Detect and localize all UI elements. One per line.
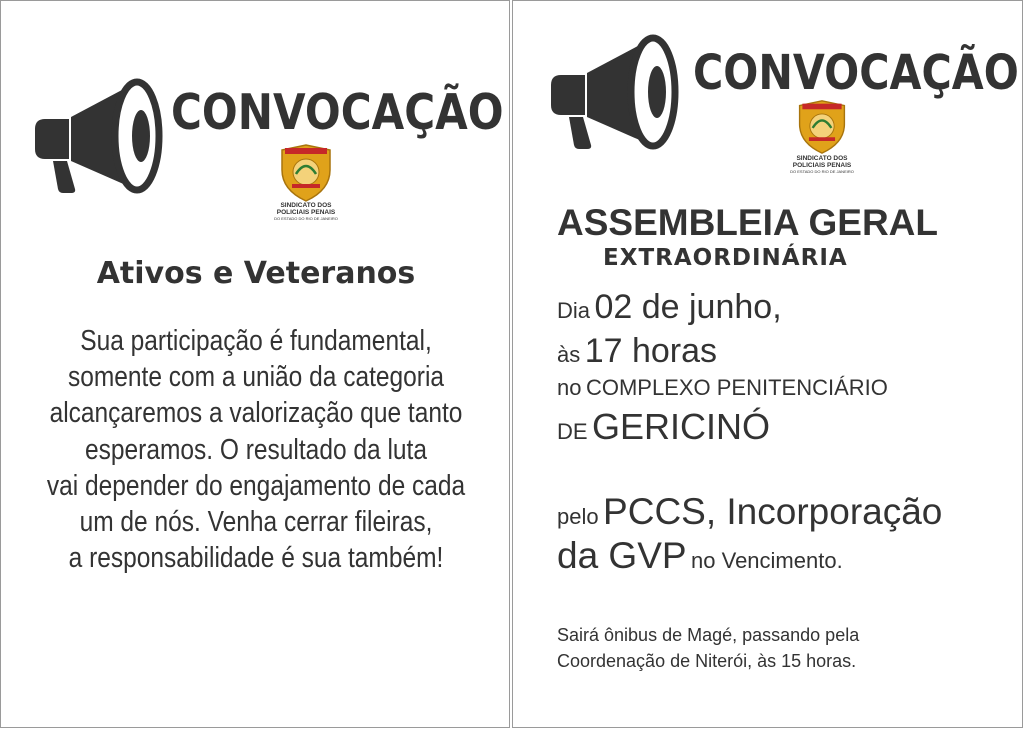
place-line-1: [557, 371, 888, 408]
time-value: 17 horas: [584, 332, 718, 370]
flyer-assembleia-geral: [512, 0, 1023, 728]
date-line: [557, 287, 782, 334]
badge-shield-icon: [794, 99, 850, 155]
megaphone-icon: [551, 33, 679, 151]
logo-name-line3: DO ESTADO DO RIO DE JANEIRO: [790, 169, 854, 174]
date-value: 02 de junho,: [594, 288, 782, 326]
agenda-item-1: PCCS, Incorporação: [603, 491, 943, 532]
bus-info-line-1: Sairá ônibus de Magé, passando pela: [557, 625, 860, 645]
place-line-2: [557, 405, 770, 457]
assembleia-heading: ASSEMBLEIA GERAL: [557, 202, 938, 243]
convocacao-title: CONVOCAÇÃO: [693, 45, 1019, 101]
extraordinaria-subheading: EXTRAORDINÁRIA: [603, 245, 848, 271]
union-logo: [271, 144, 341, 221]
body-line: Sua participação é fundamental,: [80, 325, 432, 357]
body-line: um de nós. Venha cerrar fileiras,: [79, 506, 433, 539]
place-name-2: GERICINÓ: [592, 406, 771, 447]
time-prefix: às: [557, 342, 581, 367]
place-prefix: no: [557, 375, 582, 400]
megaphone-icon: [35, 77, 163, 195]
union-logo: [789, 99, 855, 174]
body-line: a responsabilidade é sua também!: [68, 542, 444, 575]
body-line: alcançaremos a valorização que tanto: [49, 397, 463, 430]
agenda-item-2: da GVP: [557, 535, 687, 576]
logo-name-line3: DO ESTADO DO RIO DE JANEIRO: [274, 216, 338, 221]
body-line: esperamos. O resultado da luta: [85, 433, 427, 466]
subtitle-ativos-veteranos: Ativos e Veteranos: [96, 256, 416, 291]
flyer-ativos-veteranos: [0, 0, 510, 728]
logo-name-line2: POLICIAIS PENAIS: [276, 209, 336, 216]
agenda-prefix: pelo: [557, 504, 599, 529]
convocacao-title: CONVOCAÇÃO: [171, 84, 504, 141]
logo-name-line2: POLICIAIS PENAIS: [792, 162, 852, 169]
body-line: somente com a união da categoria: [67, 361, 445, 394]
bus-info-line-2: Coordenação de Niterói, às 15 horas.: [557, 651, 857, 671]
place-name-1: COMPLEXO PENITENCIÁRIO: [585, 375, 888, 400]
place-prefix-2: DE: [557, 419, 588, 444]
left-body-paragraph: [37, 323, 476, 576]
logo-name-line1: SINDICATO DOS: [796, 155, 848, 162]
agenda-suffix: no Vencimento.: [691, 548, 843, 573]
agenda-line-2: [557, 533, 843, 587]
date-prefix: Dia: [557, 298, 591, 323]
body-line: vai depender do engajamento de cada: [46, 469, 466, 502]
badge-shield-icon: [276, 144, 336, 202]
logo-name-line1: SINDICATO DOS: [280, 202, 332, 209]
